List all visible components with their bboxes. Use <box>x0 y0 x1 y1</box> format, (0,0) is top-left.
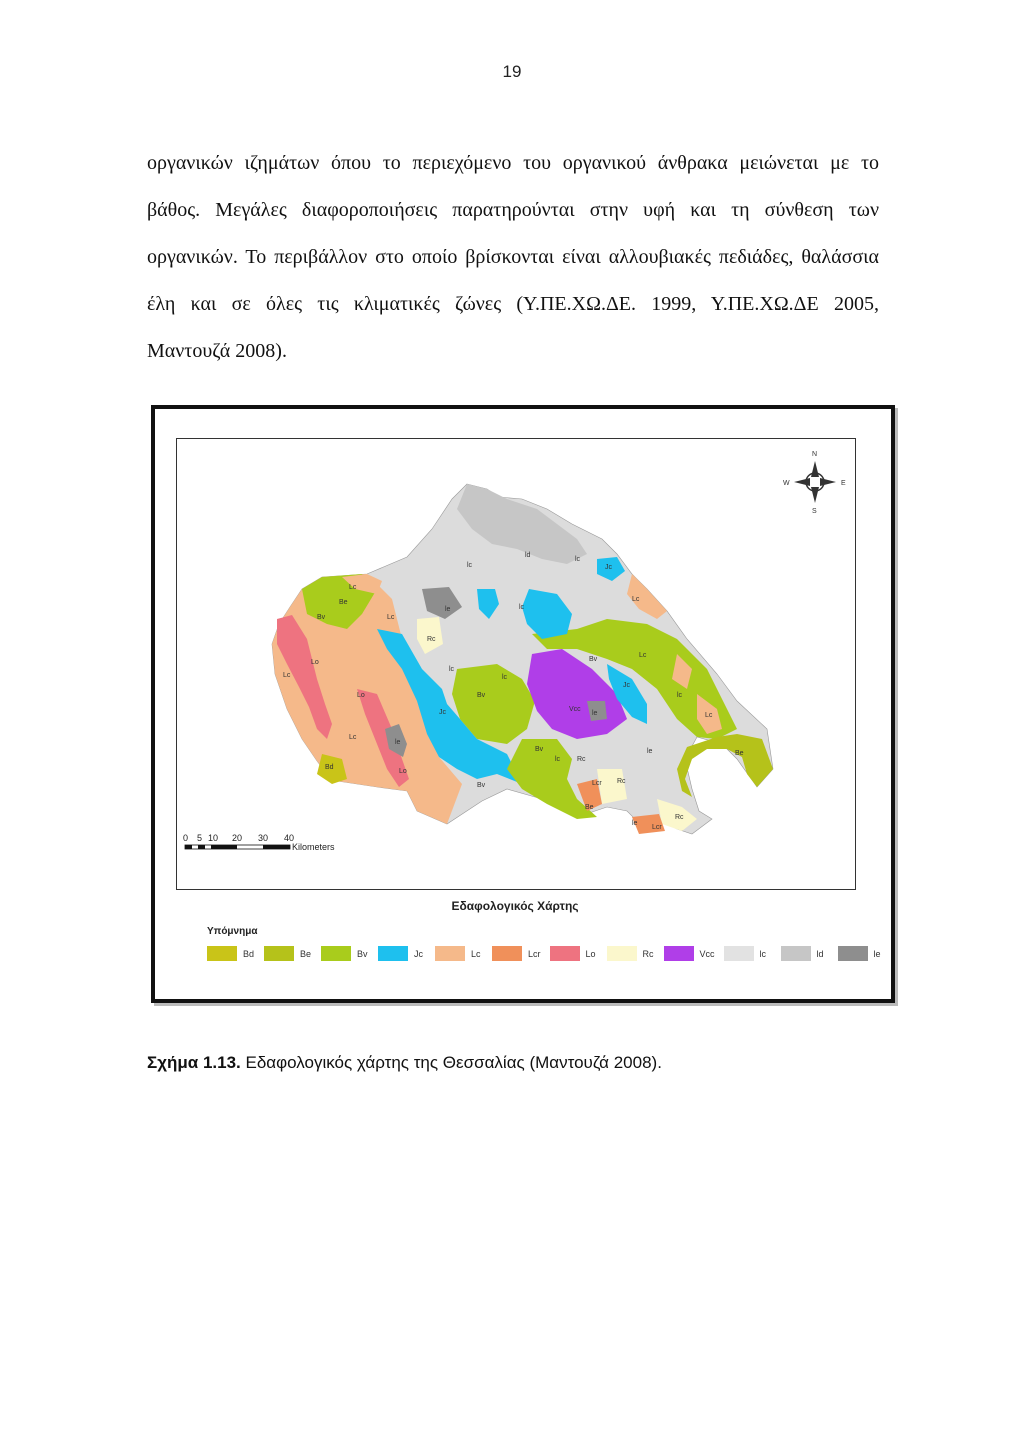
scale-tick: 5 <box>197 833 203 843</box>
scale-tick: 10 <box>208 833 219 843</box>
legend-title: Υπόμνημα <box>207 926 258 937</box>
scale-tick: 20 <box>232 833 243 843</box>
body-line: οργανικών. Το περιβάλλον στο οποίο βρίσκονται είναι αλλουβιακές πεδιάδες, θαλάσσια <box>147 246 879 268</box>
legend-swatch <box>664 946 694 961</box>
map-label: lc <box>575 556 581 563</box>
map-label: le <box>445 606 451 613</box>
map-label: le <box>632 820 638 827</box>
map-label: Rc <box>617 778 626 785</box>
map-label: Lc <box>639 652 647 659</box>
map-label: Bv <box>589 656 598 663</box>
map-label: Bv <box>535 746 544 753</box>
map-label: Lo <box>399 768 407 775</box>
legend-item <box>207 946 255 961</box>
map-label: Bd <box>325 764 334 771</box>
legend-swatch <box>492 946 522 961</box>
legend-item <box>664 946 715 961</box>
legend-label: Bd <box>243 948 255 959</box>
legend-swatch <box>781 946 811 961</box>
compass-n: N <box>812 451 818 458</box>
body-line: Μαντουζά 2008). <box>147 340 287 362</box>
map-label: Lc <box>705 712 713 719</box>
legend-swatch <box>207 946 237 961</box>
legend-item <box>781 946 829 961</box>
map-label: Lcr <box>652 824 662 831</box>
legend-label: Jc <box>414 948 423 959</box>
map-label: Lcr <box>592 780 602 787</box>
map-label: lc <box>467 562 473 569</box>
map-label: Lc <box>283 672 291 679</box>
scale-tick: 40 <box>284 833 295 843</box>
map-label: Be <box>735 750 744 757</box>
map-label: Lc <box>632 596 640 603</box>
legend-label: Lc <box>471 948 481 959</box>
map-label: Lo <box>311 659 319 666</box>
map-label: Jc <box>605 564 612 571</box>
legend-swatch <box>435 946 465 961</box>
scale-unit: Kilometers <box>292 842 335 852</box>
map-label: lc <box>502 674 508 681</box>
map-label: le <box>647 748 653 755</box>
legend-label: Rc <box>642 948 654 959</box>
map-label: Bv <box>317 614 326 621</box>
legend-label: Lcr <box>528 948 541 959</box>
compass-w: W <box>783 480 790 487</box>
map-label: Vcc <box>569 706 581 713</box>
body-paragraph <box>147 140 879 375</box>
legend-swatch <box>838 946 868 961</box>
soil-map-graphic <box>177 439 855 889</box>
map-label: Lc <box>349 734 357 741</box>
compass-icon <box>783 451 846 515</box>
caption-label: Σχήμα 1.13. <box>147 1053 241 1072</box>
map-label: le <box>395 739 401 746</box>
legend-item <box>724 946 772 961</box>
map-label: lc <box>519 604 525 611</box>
body-line: οργανικών ιζημάτων όπου το περιεχόμενο του οργανικού άνθρακα μειώνεται με το <box>147 152 879 174</box>
compass-e: E <box>841 480 846 487</box>
legend-swatch <box>321 946 351 961</box>
body-line: βάθος. Μεγάλες διαφοροποιήσεις παρατηρούνται στην υφή και τη σύνθεση των <box>147 199 879 221</box>
map-label: lc <box>555 756 561 763</box>
map-label: Lc <box>349 584 357 591</box>
legend-label: lc <box>759 948 767 959</box>
legend-swatch <box>378 946 408 961</box>
legend-item <box>378 946 426 961</box>
scale-tick: 30 <box>258 833 269 843</box>
legend-swatch <box>607 946 637 961</box>
map-label: Rc <box>577 756 586 763</box>
figure-caption <box>147 1053 662 1073</box>
legend-item <box>264 946 312 961</box>
caption-text: Εδαφολογικός χάρτης της Θεσσαλίας (Μαντουζά 2008). <box>240 1053 662 1072</box>
legend-label: Lo <box>585 948 596 959</box>
map-label: Bv <box>477 692 486 699</box>
map-label: le <box>592 710 598 717</box>
map-label: Rc <box>427 636 436 643</box>
map-label: lc <box>449 666 455 673</box>
legend-swatch <box>264 946 294 961</box>
legend-item <box>435 946 483 961</box>
soil-map <box>176 438 856 890</box>
map-label: Bv <box>477 782 486 789</box>
legend-swatch <box>550 946 580 961</box>
legend-swatch <box>724 946 754 961</box>
legend-label: le <box>873 948 881 959</box>
legend-item <box>607 946 655 961</box>
map-label: Lo <box>357 692 365 699</box>
body-line: έλη και σε όλες τις κλιματικές ζώνες (Υ.ΠΕ.ΧΩ.ΔΕ. 1999, Υ.ΠΕ.ΧΩ.ΔΕ 2005, <box>147 293 879 315</box>
page-number: 19 <box>502 62 522 81</box>
scale-tick: 0 <box>183 833 189 843</box>
legend-item <box>838 946 886 961</box>
map-label: Be <box>585 804 594 811</box>
legend-label: Bv <box>357 948 368 959</box>
map-label: Rc <box>675 814 684 821</box>
map-label: lc <box>677 692 683 699</box>
legend-label: Be <box>300 948 312 959</box>
legend-item <box>321 946 369 961</box>
map-title: Εδαφολογικός Χάρτης <box>451 899 579 913</box>
compass-s: S <box>812 508 817 515</box>
legend-label: ld <box>816 948 824 959</box>
map-label: ld <box>525 552 531 559</box>
map-label: Be <box>339 599 348 606</box>
scale-bar <box>183 833 335 852</box>
map-legend <box>207 946 895 961</box>
legend-item <box>492 946 541 961</box>
map-label: Jc <box>439 709 446 716</box>
map-label: Jc <box>623 682 630 689</box>
legend-item <box>550 946 598 961</box>
legend-label: Vcc <box>699 948 715 959</box>
map-label: Lc <box>387 614 395 621</box>
